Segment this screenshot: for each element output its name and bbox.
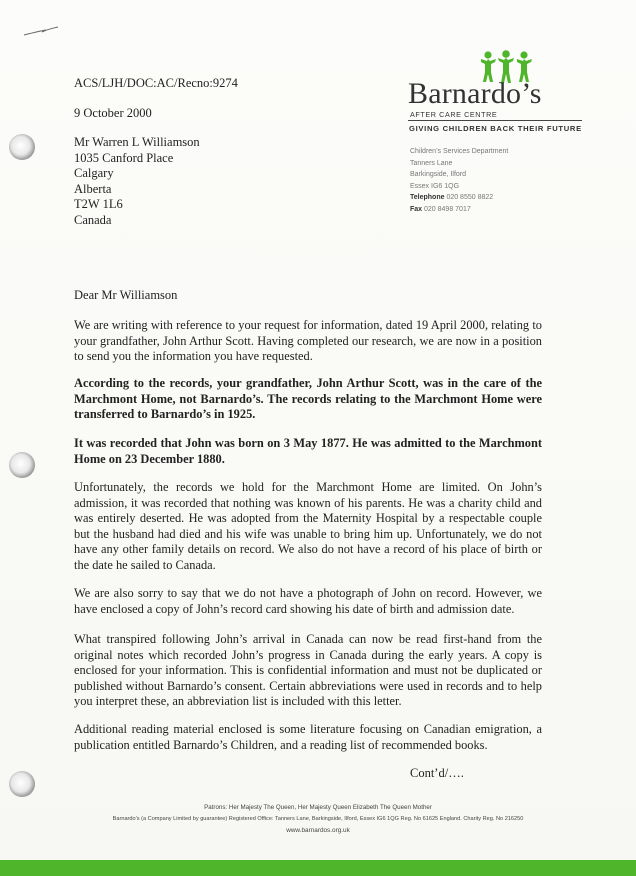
body-paragraph-bold: It was recorded that John was born on 3 May 1877. He was admitted to the Marchmont Home on 23 December 1880. [74,436,542,466]
fax-number: 020 8498 7017 [424,205,471,213]
recipient-line: Canada [74,212,112,227]
recipient-line: Alberta [74,181,112,196]
body-paragraph: Unfortunately, the records we hold for the Marchmont Home are limited. On John’s admission, it was recorded that nothing was known of his parents. He was a charity child and was entirely deserted. He was adopted from the Maternity Hospital by a respectable couple but the husband had died and his wife was unable to bring him up. Unfortunately, we do not have any other family details on record. We also do not have a record of his place of birth or the date he sailed to Canada. [74,480,542,572]
body-paragraph: We are also sorry to say that we do not have a photograph of John on record. However, we have enclosed a copy of John’s record card showing his date of birth and admission date. [74,586,542,616]
punch-hole-top [9,134,35,160]
department-name: Children’s Services Department [410,148,509,155]
footer-website: www.barnardos.org.uk [286,827,350,834]
telephone-number: 020 8550 8822 [446,194,494,202]
brand-color-band [0,860,636,876]
footer-patrons: Patrons: Her Majesty The Queen, Her Majesty Queen Elizabeth The Queen Mother [204,804,432,811]
brand-subtitle: AFTER CARE CENTRE [410,110,498,119]
department-address-line: Essex IG6 1QG [410,182,460,190]
telephone-line [410,192,508,204]
recipient-line: 1035 Canford Place [74,150,174,165]
recipient-line: Mr Warren L Williamson [74,135,200,149]
pen-scribble [22,26,60,38]
body-paragraph: What transpired following John’s arrival in Canada can now be read first-hand from the original notes which recorded John’s progress in Canada during the early years. A copy is enclosed for your information. This is confidential information and must not be duplicated or published without Barnardo’s consent. Certain abbreviations were used in records and to help you interpret these, an abbreviation list is included with this letter. [74,632,542,709]
salutation: Dear Mr Williamson [74,288,178,302]
body-paragraph: Additional reading material enclosed is some literature focusing on Canadian emigration, a publication entitled Barnardo’s Children, and a reading list of recommended books. [74,722,542,752]
fax-label: Fax [410,205,423,213]
recipient-line: T2W 1L6 [74,197,123,212]
body-paragraph-bold: According to the records, your grandfather, John Arthur Scott, was in the care of the Marchmont Home, not Barnardo’s. The records relating to the Marchmont Home were transferred to Barnardo’s in 1925. [74,376,542,422]
department-contact-block [410,146,508,216]
telephone-label: Telephone [410,194,445,202]
punch-hole-middle [9,452,35,478]
recipient-line: Calgary [74,166,114,181]
fax-line [410,204,508,216]
recipient-address [74,135,200,229]
brand-name: Barnardo’s [408,77,542,110]
letterhead-divider [408,120,582,121]
footer-legal: Barnardo’s (a Company Limited by guarantee) Registered Office: Tanners Lane, Barkingside, Ilford, Essex IG6 1QG Reg. No 61625 England. Charity Reg. No 216250 [112,816,524,822]
continued-marker: Cont’d/…. [410,766,464,780]
department-address-line: Barkingside, Ilford [410,171,467,179]
punch-hole-bottom [9,771,35,797]
body-paragraph: We are writing with reference to your request for information, dated 19 April 2000, relating to your grandfather, John Arthur Scott. Having completed our research, we are now in a position to send you the information you have requested. [74,318,542,364]
brand-tagline: GIVING CHILDREN BACK THEIR FUTURE [409,124,582,133]
reference-number: ACS/LJH/DOC:AC/Recno:9274 [74,76,238,90]
department-address-line: Tanners Lane [410,159,453,167]
letter-date: 9 October 2000 [74,106,152,120]
